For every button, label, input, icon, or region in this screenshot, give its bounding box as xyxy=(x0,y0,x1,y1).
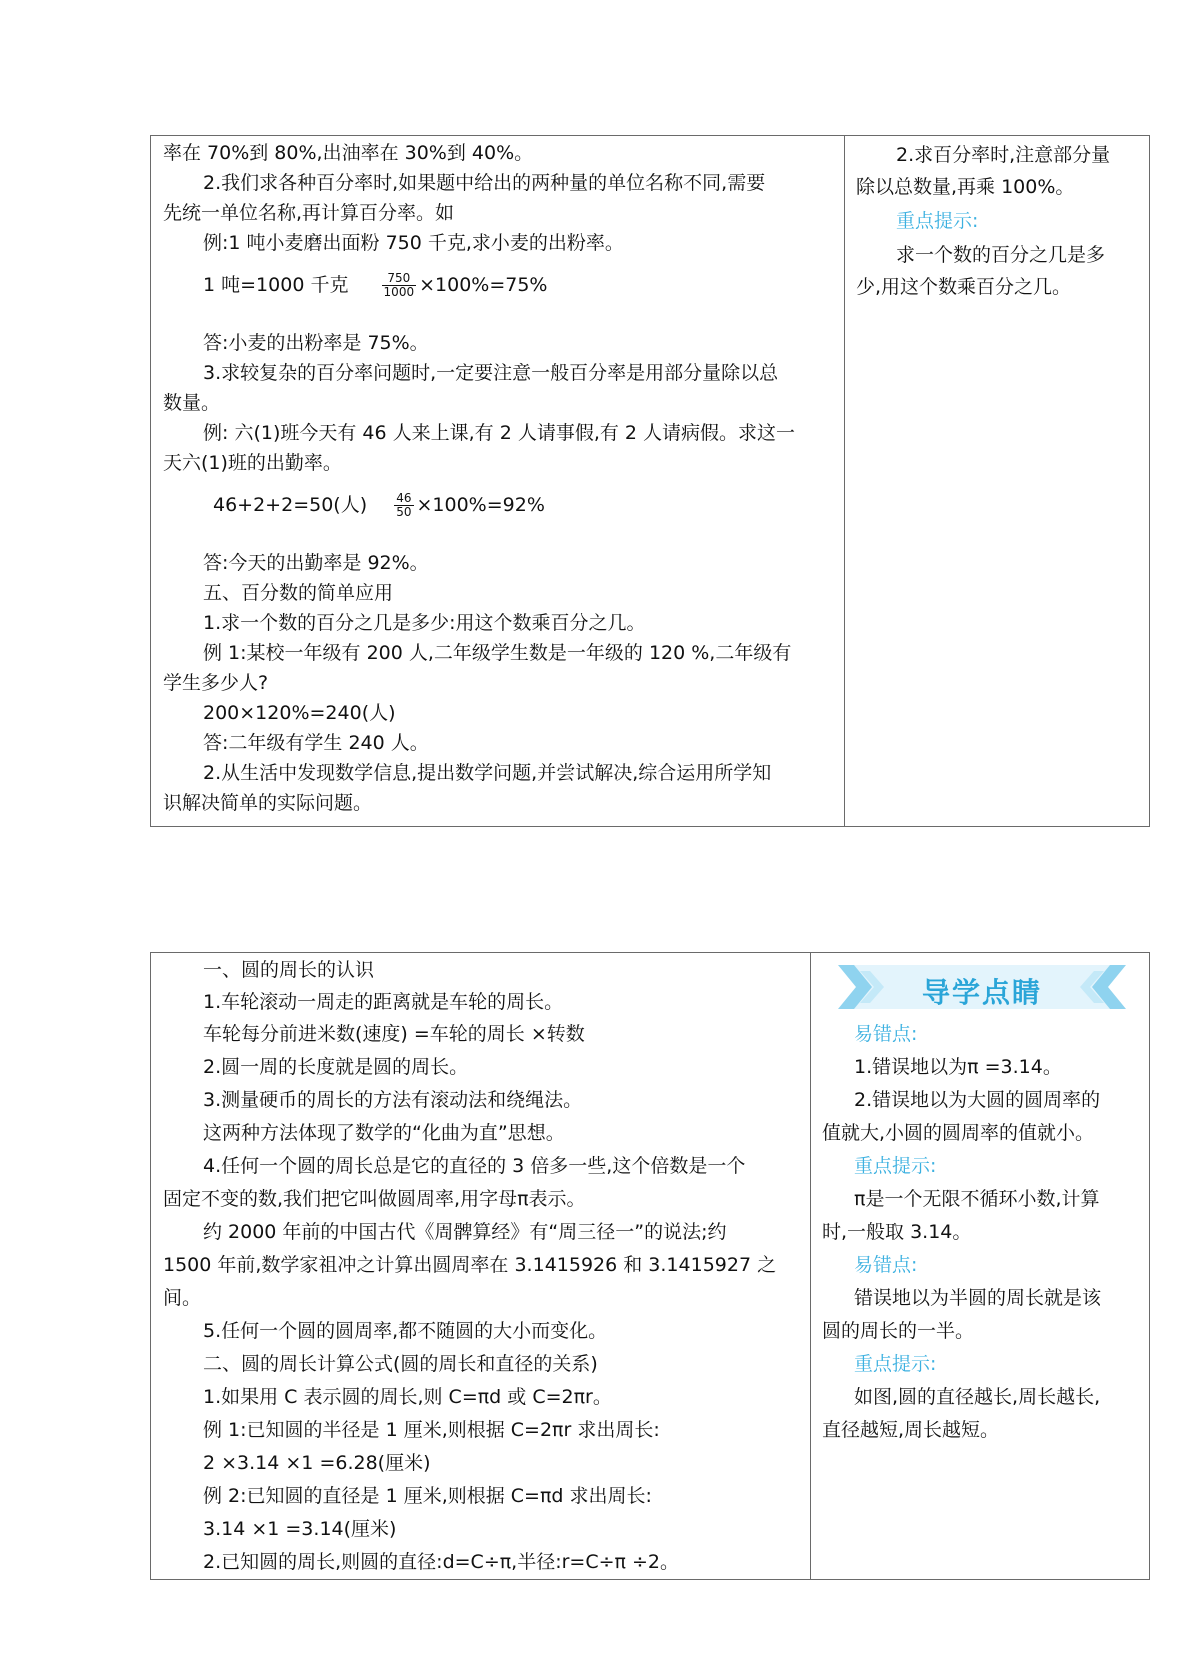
fraction: $\frac{46}{50}$ xyxy=(396,491,412,519)
text-line: 间。 xyxy=(163,1287,202,1309)
section-heading: 一、圆的周长的认识 xyxy=(203,959,375,981)
text-line: 4.任何一个圆的周长总是它的直径的 3 倍多一些,这个倍数是一个 xyxy=(203,1155,746,1177)
text-line: 学生多少人? xyxy=(163,672,269,694)
note-line: π是一个无限不循环小数,计算 xyxy=(854,1188,1100,1210)
formula-suffix: ×100%=92% xyxy=(416,494,545,516)
text-line: 例 2:已知圆的直径是 1 厘米,则根据 C=πd 求出周长: xyxy=(203,1485,652,1507)
note-line: 除以总数量,再乘 100%。 xyxy=(856,176,1075,198)
text-line: 2.我们求各种百分率时,如果题中给出的两种量的单位名称不同,需要 xyxy=(203,172,766,194)
text-line: 率在 70%到 80%,出油率在 30%到 40%。 xyxy=(163,142,534,164)
text-line: 先统一单位名称,再计算百分率。如 xyxy=(163,202,455,224)
text-line: 天六(1)班的出勤率。 xyxy=(163,452,342,474)
text-line: 2 ×3.14 ×1 =6.28(厘米) xyxy=(203,1452,431,1474)
section-heading: 五、百分数的简单应用 xyxy=(203,582,394,604)
key-tip-label: 重点提示: xyxy=(854,1155,937,1177)
note-line: 少,用这个数乘百分之几。 xyxy=(856,276,1072,298)
note-line: 值就大,小圆的圆周率的值就小。 xyxy=(822,1122,1095,1144)
text-line: 1.如果用 C 表示圆的周长,则 C=πd 或 C=2πr。 xyxy=(203,1386,612,1408)
text-line: 1.车轮滚动一周走的距离就是车轮的周长。 xyxy=(203,991,564,1013)
formula-flour xyxy=(203,270,547,300)
text-line: 识解决简单的实际问题。 xyxy=(163,792,373,814)
table1-left-cell xyxy=(151,136,844,826)
text-line: 例: 六(1)班今天有 46 人来上课,有 2 人请事假,有 2 人请病假。求这一 xyxy=(203,422,796,444)
text-line: 车轮每分前进米数(速度) =车轮的周长 ×转数 xyxy=(203,1023,585,1045)
text-line: 例 1:已知圆的半径是 1 厘米,则根据 C=2πr 求出周长: xyxy=(203,1419,660,1441)
note-line: 求一个数的百分之几是多 xyxy=(896,244,1106,266)
text-line: 1.求一个数的百分之几是多少:用这个数乘百分之几。 xyxy=(203,612,646,634)
text-line: 答:二年级有学生 240 人。 xyxy=(203,732,429,754)
table-percent xyxy=(150,135,1150,827)
table1-right-cell xyxy=(846,136,1149,826)
text-line: 例:1 吨小麦磨出面粉 750 千克,求小麦的出粉率。 xyxy=(203,232,624,254)
note-line: 圆的周长的一半。 xyxy=(822,1320,975,1342)
fraction: $\frac{750}{1000}$ xyxy=(383,271,415,299)
key-tip-label: 重点提示: xyxy=(896,210,979,232)
text-line: 2.从生活中发现数学信息,提出数学问题,并尝试解决,综合运用所学知 xyxy=(203,762,772,784)
text-line: 2.已知圆的周长,则圆的直径:d=C÷π,半径:r=C÷π ÷2。 xyxy=(203,1551,680,1573)
table2-right-cell xyxy=(812,953,1149,1579)
text-line: 3.求较复杂的百分率问题时,一定要注意一般百分率是用部分量除以总 xyxy=(203,362,779,384)
column-divider xyxy=(810,953,811,1579)
text-line: 答:今天的出勤率是 92%。 xyxy=(203,552,429,574)
key-tip-label: 重点提示: xyxy=(854,1353,937,1375)
column-divider xyxy=(844,136,845,826)
formula-attendance xyxy=(213,490,545,520)
note-line: 2.求百分率时,注意部分量 xyxy=(896,144,1111,166)
note-line: 1.错误地以为π =3.14。 xyxy=(854,1056,1062,1078)
error-point-label: 易错点: xyxy=(854,1023,918,1045)
text-line: 2.圆一周的长度就是圆的周长。 xyxy=(203,1056,469,1078)
table-circle xyxy=(150,952,1150,1580)
text-line: 例 1:某校一年级有 200 人,二年级学生数是一年级的 120 %,二年级有 xyxy=(203,642,792,664)
section-heading: 二、圆的周长计算公式(圆的周长和直径的关系) xyxy=(203,1353,598,1375)
text-line: 3.14 ×1 =3.14(厘米) xyxy=(203,1518,397,1540)
banner-title: 导学点睛 xyxy=(921,976,1042,1009)
error-point-label: 易错点: xyxy=(854,1254,918,1276)
text-line: 数量。 xyxy=(163,392,221,414)
formula-prefix: 1 吨=1000 千克 xyxy=(203,274,349,296)
text-line: 答:小麦的出粉率是 75%。 xyxy=(203,332,429,354)
text-line: 200×120%=240(人) xyxy=(203,702,396,724)
guide-banner xyxy=(832,961,1132,1013)
note-line: 2.错误地以为大圆的圆周率的 xyxy=(854,1089,1101,1111)
text-line: 5.任何一个圆的圆周率,都不随圆的大小而变化。 xyxy=(203,1320,608,1342)
text-line: 固定不变的数,我们把它叫做圆周率,用字母π表示。 xyxy=(163,1188,586,1210)
note-line: 直径越短,周长越短。 xyxy=(822,1419,1000,1441)
text-line: 3.测量硬币的周长的方法有滚动法和绕绳法。 xyxy=(203,1089,583,1111)
text-line: 这两种方法体现了数学的“化曲为直”思想。 xyxy=(203,1122,565,1144)
note-line: 如图,圆的直径越长,周长越长, xyxy=(854,1386,1101,1408)
formula-suffix: ×100%=75% xyxy=(419,274,548,296)
note-line: 时,一般取 3.14。 xyxy=(822,1221,972,1243)
text-line: 1500 年前,数学家祖冲之计算出圆周率在 3.1415926 和 3.1415927 之 xyxy=(163,1254,777,1276)
text-line: 约 2000 年前的中国古代《周髀算经》有“周三径一”的说法;约 xyxy=(203,1221,727,1243)
table2-left-cell xyxy=(151,953,810,1579)
note-line: 错误地以为半圆的周长就是该 xyxy=(854,1287,1102,1309)
formula-prefix: 46+2+2=50(人) xyxy=(213,494,368,516)
